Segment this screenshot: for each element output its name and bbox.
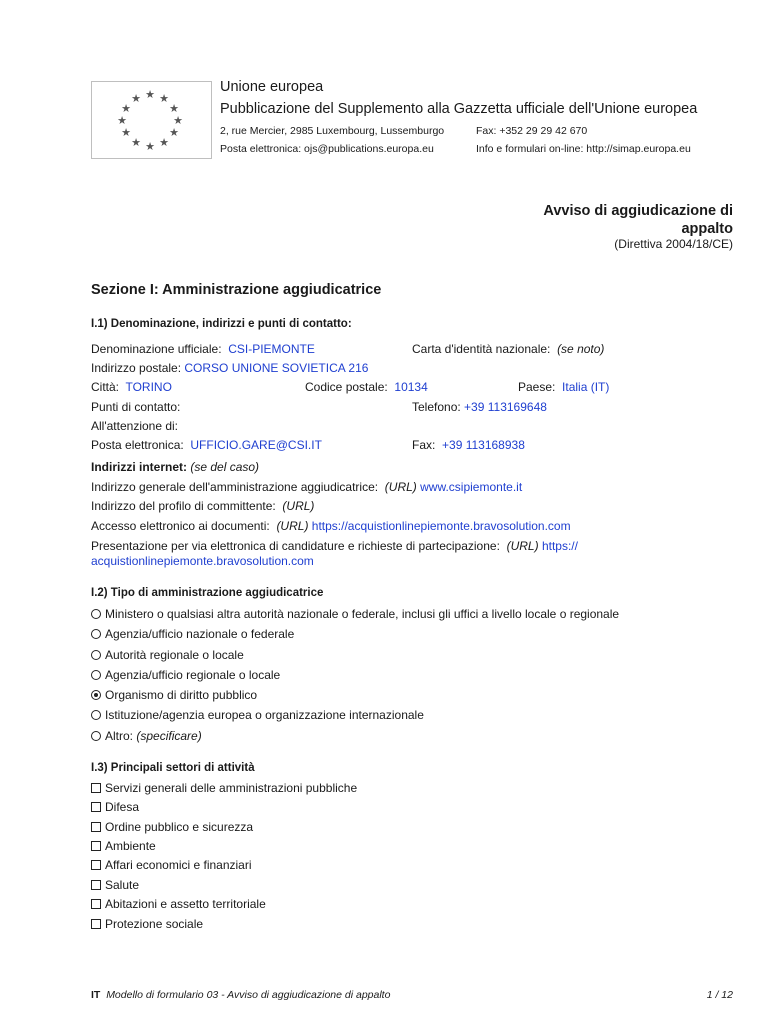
publication-title: Pubblicazione del Supplemento alla Gazzetta ufficiale dell'Unione europea bbox=[220, 101, 698, 117]
attention-label: All'attenzione di: bbox=[91, 419, 179, 433]
authority-option[interactable]: Istituzione/agenzia europea o organizzazione internazionale bbox=[91, 708, 424, 722]
svg-text:★: ★ bbox=[169, 127, 179, 139]
internet-addresses-row: Indirizzi internet: (se del caso) bbox=[91, 460, 260, 474]
directive: (Direttiva 2004/18/CE) bbox=[614, 237, 733, 251]
subsection-title-3: I.3) Principali settori di attività bbox=[91, 762, 255, 774]
official-name-row: Denominazione ufficiale: CSI-PIEMONTE bbox=[91, 342, 315, 356]
phone: +39 113169648 bbox=[464, 400, 547, 414]
fax-row: Fax: +39 113168938 bbox=[412, 438, 525, 452]
city-row: Città: TORINO bbox=[91, 380, 172, 394]
postal-code: 10134 bbox=[394, 380, 428, 394]
svg-text:★: ★ bbox=[131, 137, 141, 149]
activity-option[interactable]: Salute bbox=[91, 878, 139, 892]
authority-option-selected[interactable]: Organismo di diritto pubblico bbox=[91, 688, 257, 702]
submission-link-part1[interactable]: https:// bbox=[541, 539, 578, 553]
radio-icon[interactable] bbox=[91, 650, 101, 660]
general-address-link[interactable]: www.csipiemonte.it bbox=[420, 480, 523, 494]
doc-access-row: Accesso elettronico ai documenti: (URL) https://acquistionlinepiemonte.bravosolution.com bbox=[91, 519, 571, 533]
city: TORINO bbox=[125, 380, 172, 394]
radio-icon[interactable] bbox=[91, 629, 101, 639]
radio-icon[interactable] bbox=[91, 609, 101, 619]
checkbox-icon[interactable] bbox=[91, 783, 101, 793]
submission-link-part2[interactable]: acquistionlinepiemonte.bravosolution.com bbox=[91, 554, 314, 568]
contact-email: UFFICIO.GARE@CSI.IT bbox=[190, 438, 322, 452]
doc-access-link[interactable]: https://acquistionlinepiemonte.bravosolution.com bbox=[311, 519, 571, 533]
subsection-title-2: I.2) Tipo di amministrazione aggiudicatrice bbox=[91, 587, 324, 599]
org-name: Unione europea bbox=[220, 79, 324, 95]
checkbox-icon[interactable] bbox=[91, 860, 101, 870]
section-title: Sezione I: Amministrazione aggiudicatrice bbox=[91, 282, 382, 298]
eu-stars-icon bbox=[92, 82, 211, 158]
checkbox-icon[interactable] bbox=[91, 880, 101, 890]
activity-option[interactable]: Abitazioni e assetto territoriale bbox=[91, 897, 266, 911]
activity-option[interactable]: Ambiente bbox=[91, 839, 156, 853]
checkbox-icon[interactable] bbox=[91, 822, 101, 832]
activity-option[interactable]: Protezione sociale bbox=[91, 917, 203, 931]
checkbox-icon[interactable] bbox=[91, 802, 101, 812]
radio-icon[interactable] bbox=[91, 670, 101, 680]
postal-address-row: Indirizzo postale: CORSO UNIONE SOVIETICA 216 bbox=[91, 361, 369, 375]
svg-text:★: ★ bbox=[159, 93, 169, 105]
publisher-fax: Fax: +352 29 29 42 670 bbox=[476, 125, 588, 137]
buyer-profile-row: Indirizzo del profilo di committente: (URL) bbox=[91, 499, 315, 513]
svg-text:★: ★ bbox=[121, 127, 131, 139]
checkbox-icon[interactable] bbox=[91, 841, 101, 851]
national-id-row: Carta d'identità nazionale: (se noto) bbox=[412, 342, 605, 356]
footer: IT Modello di formulario 03 - Avviso di aggiudicazione di appalto bbox=[91, 989, 391, 1001]
radio-selected-icon[interactable] bbox=[91, 690, 101, 700]
contact-points-label: Punti di contatto: bbox=[91, 400, 181, 414]
svg-text:★: ★ bbox=[121, 103, 131, 115]
svg-text:★: ★ bbox=[145, 89, 155, 101]
page-number: 1 / 12 bbox=[706, 989, 733, 1001]
authority-option[interactable]: Agenzia/ufficio regionale o locale bbox=[91, 668, 280, 682]
email-row: Posta elettronica: UFFICIO.GARE@CSI.IT bbox=[91, 438, 322, 452]
svg-text:★: ★ bbox=[117, 115, 127, 127]
authority-option[interactable]: Ministero o qualsiasi altra autorità nazionale o federale, inclusi gli uffici a livello locale o regionale bbox=[91, 607, 619, 621]
phone-row: Telefono: +39 113169648 bbox=[412, 400, 547, 414]
radio-icon[interactable] bbox=[91, 731, 101, 741]
svg-text:★: ★ bbox=[131, 93, 141, 105]
publisher-online: Info e formulari on-line: http://simap.europa.eu bbox=[476, 143, 691, 155]
checkbox-icon[interactable] bbox=[91, 919, 101, 929]
authority-option-other[interactable]: Altro: (specificare) bbox=[91, 729, 202, 743]
country: Italia (IT) bbox=[562, 380, 610, 394]
postal-code-row: Codice postale: 10134 bbox=[305, 380, 428, 394]
authority-option[interactable]: Autorità regionale o locale bbox=[91, 648, 244, 662]
checkbox-icon[interactable] bbox=[91, 899, 101, 909]
country-row: Paese: Italia (IT) bbox=[518, 380, 610, 394]
submission-row: Presentazione per via elettronica di candidature e richieste di partecipazione: (URL) https:// bbox=[91, 539, 578, 553]
activity-option[interactable]: Affari economici e finanziari bbox=[91, 858, 252, 872]
subsection-title-1: I.1) Denominazione, indirizzi e punti di contatto: bbox=[91, 318, 352, 330]
publisher-address: 2, rue Mercier, 2985 Luxembourg, Lussemburgo bbox=[220, 125, 445, 137]
notice-title: Avviso di aggiudicazione di appalto bbox=[543, 203, 733, 237]
official-name: CSI-PIEMONTE bbox=[228, 342, 315, 356]
activity-option[interactable]: Ordine pubblico e sicurezza bbox=[91, 820, 253, 834]
eu-flag-logo bbox=[91, 81, 212, 159]
activity-option[interactable]: Difesa bbox=[91, 800, 139, 814]
svg-text:★: ★ bbox=[173, 115, 183, 127]
authority-option[interactable]: Agenzia/ufficio nazionale o federale bbox=[91, 627, 294, 641]
svg-text:★: ★ bbox=[145, 141, 155, 153]
activity-option[interactable]: Servizi generali delle amministrazioni pubbliche bbox=[91, 781, 357, 795]
publisher-email: Posta elettronica: ojs@publications.europa.eu bbox=[220, 143, 434, 155]
general-address-row: Indirizzo generale dell'amministrazione aggiudicatrice: (URL) www.csipiemonte.it bbox=[91, 480, 523, 494]
radio-icon[interactable] bbox=[91, 710, 101, 720]
svg-text:★: ★ bbox=[169, 103, 179, 115]
fax: +39 113168938 bbox=[442, 438, 525, 452]
postal-address: CORSO UNIONE SOVIETICA 216 bbox=[184, 361, 369, 375]
svg-text:★: ★ bbox=[159, 137, 169, 149]
